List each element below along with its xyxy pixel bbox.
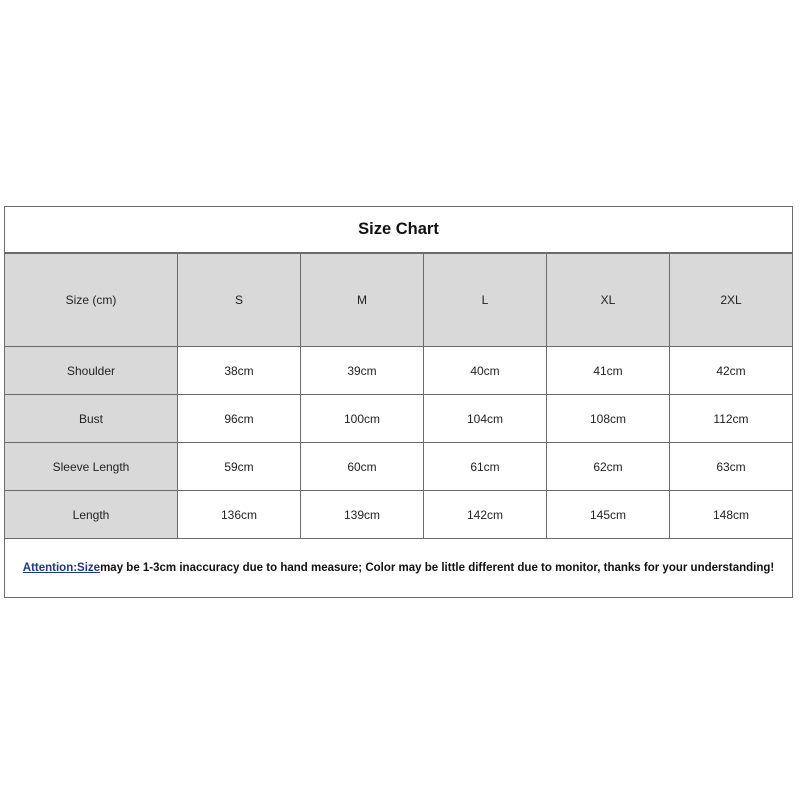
table-cell: 63cm [670, 443, 793, 491]
table-cell: 108cm [547, 395, 670, 443]
table-row-bust [5, 395, 793, 443]
table-row-sleeve-length [5, 443, 793, 491]
header-cell-m: M [301, 254, 424, 347]
row-label: Length [5, 491, 178, 539]
table-cell: 61cm [424, 443, 547, 491]
attention-label: Attention:Size [22, 562, 101, 574]
row-label: Sleeve Length [5, 443, 178, 491]
table-row-shoulder [5, 347, 793, 395]
header-row [5, 254, 793, 347]
table-cell: 104cm [424, 395, 547, 443]
size-table [4, 253, 793, 539]
size-chart [4, 206, 793, 598]
header-cell-xl: XL [547, 254, 670, 347]
table-cell: 136cm [178, 491, 301, 539]
table-cell: 40cm [424, 347, 547, 395]
table-cell: 145cm [547, 491, 670, 539]
table-cell: 59cm [178, 443, 301, 491]
header-cell-l: L [424, 254, 547, 347]
table-cell: 62cm [547, 443, 670, 491]
header-cell-size-cm: Size (cm) [5, 254, 178, 347]
table-cell: 38cm [178, 347, 301, 395]
table-cell: 112cm [670, 395, 793, 443]
table-cell: 41cm [547, 347, 670, 395]
table-cell: 100cm [301, 395, 424, 443]
table-cell: 39cm [301, 347, 424, 395]
header-cell-s: S [178, 254, 301, 347]
row-label: Shoulder [5, 347, 178, 395]
table-cell: 139cm [301, 491, 424, 539]
table-cell: 60cm [301, 443, 424, 491]
header-cell-2xl: 2XL [670, 254, 793, 347]
table-cell: 148cm [670, 491, 793, 539]
table-cell: 42cm [670, 347, 793, 395]
table-row-length [5, 491, 793, 539]
table-cell: 142cm [424, 491, 547, 539]
row-label: Bust [5, 395, 178, 443]
attention-text: may be 1-3cm inaccuracy due to hand measure; Color may be little different due to monitor, thanks for your understanding! [100, 562, 775, 574]
attention-note [5, 539, 792, 597]
chart-title: Size Chart [5, 207, 792, 253]
table-cell: 96cm [178, 395, 301, 443]
